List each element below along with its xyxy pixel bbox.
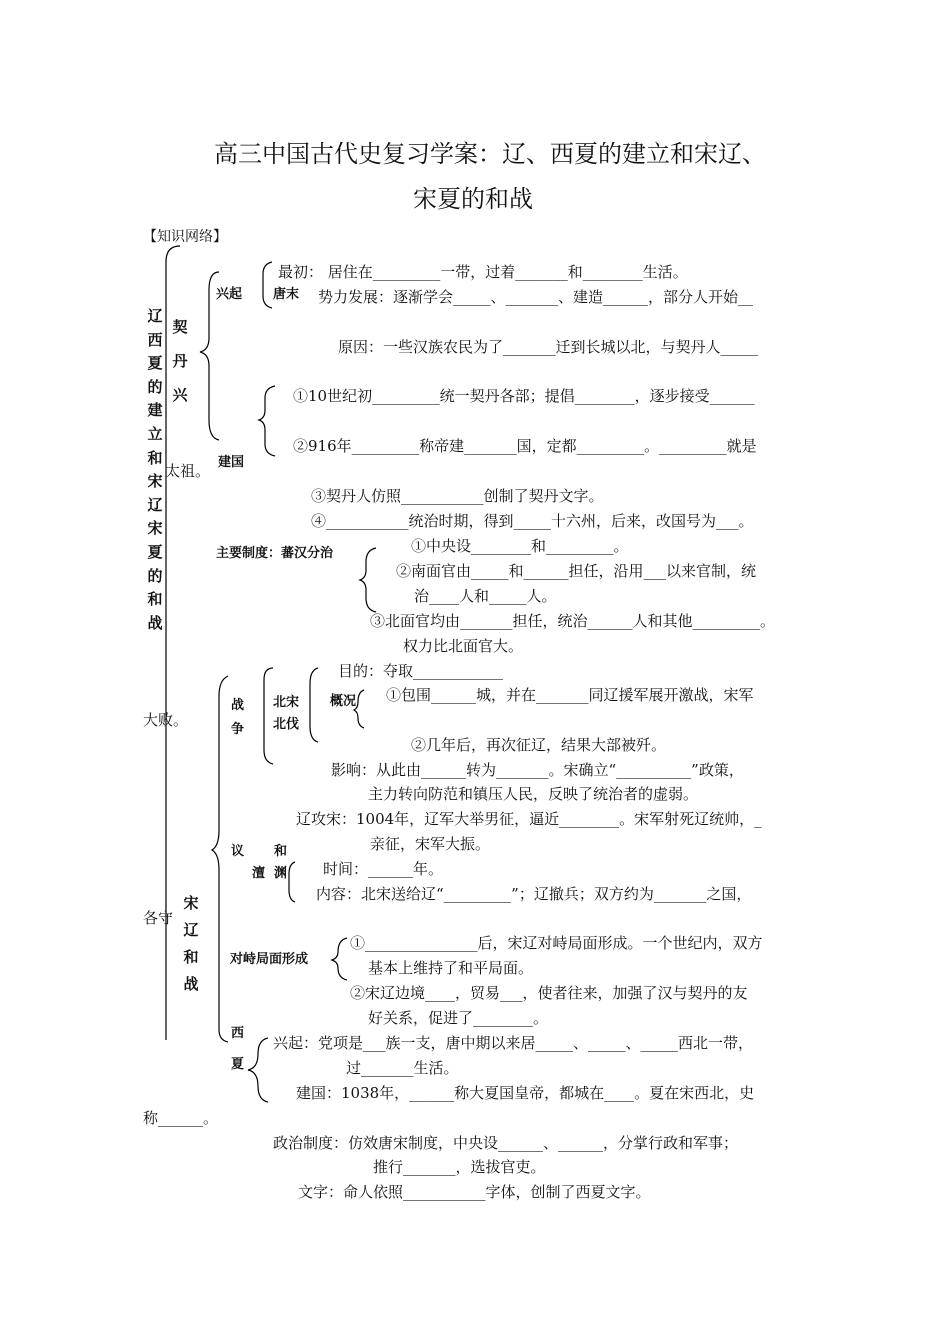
line-05: ②916年_________称帝建_______国，定都_________。_________就是 bbox=[293, 437, 757, 455]
line-34: 推行_______，选拔官吏。 bbox=[373, 1158, 546, 1176]
line-22: 时间：______年。 bbox=[323, 860, 444, 878]
line-33: 政治制度：仿效唐宋制度，中央设______、______，分掌行政和军事； bbox=[273, 1134, 739, 1152]
line-16: 大败。 bbox=[143, 711, 189, 729]
xingqi-brace bbox=[263, 262, 272, 308]
line-07: ③契丹人仿照___________创制了契丹文字。 bbox=[311, 487, 604, 505]
line-19: 主力转向防范和镇压人民，反映了统治者的虚弱。 bbox=[368, 785, 699, 803]
line-30: 过_______生活。 bbox=[346, 1059, 459, 1077]
label-zhuyao-zhidu: 主要制度：蕃汉分治 bbox=[216, 546, 334, 561]
line-31: 建国：1038年，______称大夏国皇帝，都城在____。夏在宋西北，史 bbox=[296, 1084, 755, 1102]
zhanzheng-brace bbox=[264, 668, 273, 764]
line-13: 权力比北面官大。 bbox=[403, 637, 524, 655]
line-04: ①10世纪初_________统一契丹各部；提倡________，逐步接受______ bbox=[293, 387, 755, 405]
label-jianguo: 建国 bbox=[218, 455, 245, 470]
chanyuan-brace bbox=[289, 862, 295, 902]
label-zhan: 战 bbox=[231, 698, 245, 713]
line-21: 亲征，宋军大振。 bbox=[370, 835, 491, 853]
line-24: 各守 bbox=[143, 909, 174, 927]
label-beisong: 北宋 bbox=[273, 695, 300, 710]
label-yuan: 渊 bbox=[274, 866, 288, 881]
songliao-vertical-heading: 宋 辽 和 战 bbox=[183, 894, 199, 993]
jianguo-brace bbox=[259, 386, 275, 456]
line-10: ②南面官由_____和______担任，沿用___以来官制，统 bbox=[396, 562, 757, 580]
label-beifa: 北伐 bbox=[273, 717, 300, 732]
line-08: ④___________统治时期，得到_____十六州，后来，改国号为___。 bbox=[311, 512, 754, 530]
line-35: 文字：命人依照___________字体，创制了西夏文字。 bbox=[298, 1183, 651, 1201]
label-zheng: 争 bbox=[231, 722, 245, 737]
line-26: 基本上维持了和平局面。 bbox=[368, 959, 534, 977]
songliao-brace bbox=[212, 676, 228, 1042]
section-header: 【知识网络】 bbox=[143, 229, 227, 245]
label-yi: 议 bbox=[231, 844, 245, 859]
line-23: 内容：北宋送给辽“_________”；辽撤兵；双方约为_______之国， bbox=[316, 885, 752, 903]
zhidu-brace bbox=[360, 548, 376, 612]
page-title-line-1: 高三中国古代史复习学案：辽、西夏的建立和宋辽、 bbox=[214, 140, 766, 168]
duizhi-brace bbox=[332, 938, 347, 980]
line-11: 治____人和_____人。 bbox=[414, 587, 557, 605]
label-duizhi: 对峙局面形成 bbox=[230, 952, 309, 967]
label-xingqi: 兴起 bbox=[216, 287, 243, 302]
line-03: 原因：一些汉族农民为了_______迁到长城以北，与契丹人_____ bbox=[338, 338, 759, 356]
line-02: 势力发展：逐渐学会_____、_______、建造______，部分人开始__ bbox=[318, 288, 754, 306]
line-20: 辽攻宋：1004年，辽军大举男征，逼近________。宋军射死辽统帅，_ bbox=[296, 810, 762, 828]
xixia-brace bbox=[248, 1038, 268, 1102]
line-14: 目的：夺取____________ bbox=[338, 662, 504, 680]
line-17: ②几年后，再次征辽，结果大部被歼。 bbox=[411, 736, 667, 754]
line-32: 称______。 bbox=[143, 1109, 219, 1127]
line-15: ①包围______城，并在_______同辽援军展开激战，宋军 bbox=[386, 686, 754, 704]
label-xia: 夏 bbox=[231, 1057, 245, 1072]
line-01: 最初： 居住在_________一带，过着_______和________生活。 bbox=[278, 263, 688, 281]
line-09: ①中央设________和_________。 bbox=[411, 537, 629, 555]
line-29: 兴起：党项是___族一支，唐中期以来居_____、_____、_____西北一带， bbox=[273, 1034, 754, 1052]
label-chan: 澶 bbox=[252, 866, 266, 881]
page-title-line-2: 宋夏的和战 bbox=[413, 185, 533, 213]
label-xi: 西 bbox=[231, 1026, 245, 1041]
label-gaikuang: 概况 bbox=[330, 694, 357, 709]
line-25: ①_______________后，宋辽对峙局面形成。一个世纪内，双方 bbox=[350, 934, 763, 952]
beifa-brace bbox=[310, 668, 318, 742]
label-he: 和 bbox=[274, 844, 288, 859]
line-27: ②宋辽边境____，贸易___，使者往来，加强了汉与契丹的友 bbox=[350, 984, 748, 1002]
line-12: ③北面官均由_______担任，统治______人和其他_________。 bbox=[370, 612, 776, 630]
line-18: 影响：从此由______转为_______。宋确立“__________”政策， bbox=[331, 761, 744, 779]
main-vertical-heading: 辽 西 夏 的 建 立 和 宋 辽 宋 夏 的 和 战 bbox=[147, 307, 163, 632]
khitan-vertical-heading: 契 丹 兴 bbox=[172, 318, 188, 404]
line-06: 太祖。 bbox=[165, 462, 211, 480]
line-28: 好关系，促进了________。 bbox=[368, 1009, 549, 1027]
label-tangmo: 唐末 bbox=[273, 287, 300, 302]
